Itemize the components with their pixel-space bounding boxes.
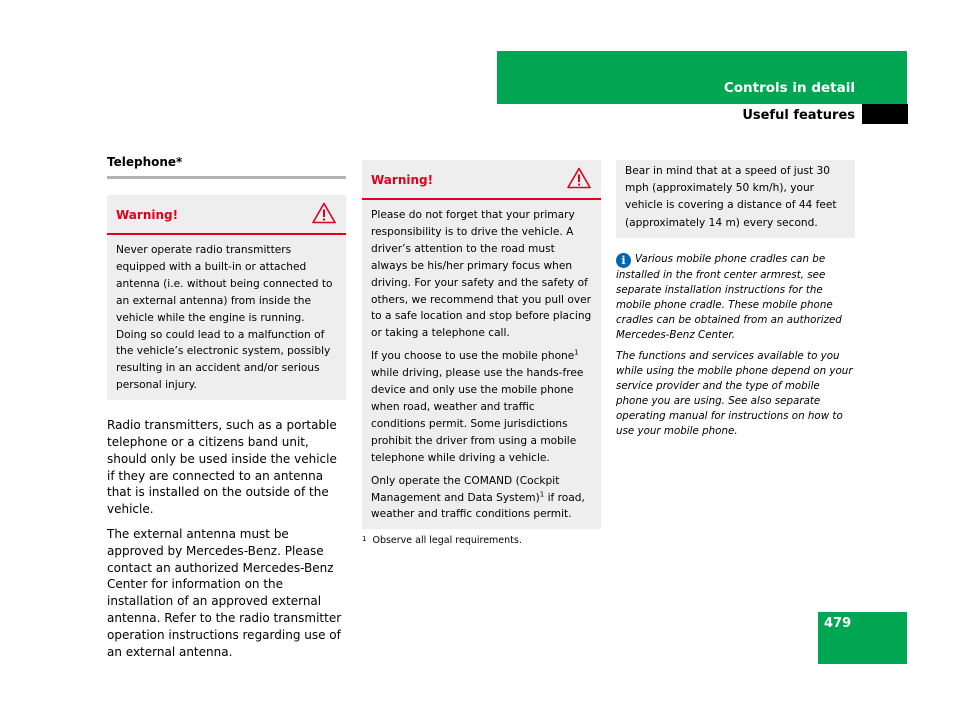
warning-paragraph-mobile-phone — [371, 348, 592, 466]
footnote-ref: 1 — [574, 348, 579, 357]
warning-header — [362, 160, 601, 200]
warning-box — [107, 195, 346, 400]
text-fragment: while driving, please use the hands-free device and only use the mobile phone when road, weather and traffic conditions permit. Some jurisdictions prohibit the driver from using a mobile telephone while driving a vehicle. — [371, 367, 584, 464]
header-bar — [497, 51, 907, 104]
footnote-text: Observe all legal requirements. — [372, 535, 522, 547]
warning-label: Warning! — [116, 208, 179, 222]
footnote-number: 1 — [362, 535, 367, 544]
warning-triangle-icon — [312, 202, 336, 224]
footnote — [362, 535, 601, 546]
paragraph-radio-transmitters: Radio transmitters, such as a portable telephone or a citizens band unit, should only be used inside the vehicle if they are connected to an antenna that is installed on the outside of the vehicle. — [107, 418, 337, 517]
warning-paragraph-comand — [371, 473, 592, 524]
warning-header — [107, 195, 346, 235]
warning-box — [362, 160, 601, 529]
warning-label: Warning! — [371, 173, 434, 187]
column-middle — [362, 160, 601, 546]
warning-triangle-icon — [567, 167, 591, 189]
info-note — [616, 252, 855, 439]
info-icon: i — [616, 253, 631, 268]
warning-text — [362, 200, 601, 529]
section-subtitle: Useful features — [742, 108, 855, 123]
warning-paragraph: Never operate radio transmitters equipped with a built-in or attached antenna (i.e. without being connected to an external antenna) from inside the vehicle while the engine is running. Doing so could lead to a malfunction of the vehicle’s electronic system, possibly resulting in an accident and/or serious personal injury. — [116, 244, 333, 392]
speed-note-box: Bear in mind that at a speed of just 30 mph (approximately 50 km/h), your vehicle is covering a distance of 44 feet (approximately 14 m) every second. — [616, 160, 855, 238]
column-right — [616, 160, 855, 445]
column-left — [107, 155, 346, 668]
header-tab-marker — [862, 104, 908, 124]
text-fragment: Only operate the COMAND (Cockpit Management and Data System) — [371, 474, 560, 504]
section-title: Telephone* — [107, 155, 346, 179]
info-paragraph-cradles — [616, 252, 855, 343]
text-fragment: If you choose to use the mobile phone — [371, 350, 575, 363]
page-number: 479 — [824, 616, 852, 631]
info-paragraph-services: The functions and services available to you while using the mobile phone depend on your service provider and the type of mobile phone you are using. See also separate operating manual for instructions on how to use your mobile phone. — [616, 349, 853, 437]
paragraph-external-antenna: The external antenna must be approved by Mercedes-Benz. Please contact an authorized Mercedes-Benz Center for information on the installation of an approved external antenna. Refer to the radio transmitter operation instructions regarding use of an external antenna. — [107, 526, 342, 659]
footnote-ref: 1 — [539, 489, 545, 498]
text-fragment: if road, weather and traffic conditions permit. — [371, 491, 585, 521]
text-fragment: Various mobile phone cradles can be installed in the front center armrest, see separate installation instructions for the mobile phone cradle. These mobile phone cradles can be obtained from an authorized Mercedes-Benz Center. — [616, 252, 842, 341]
warning-paragraph-responsibility: Please do not forget that your primary responsibility is to drive the vehicle. A driver’s attention to the road must always be his/her primary focus when driving. For your safety and the safety of others, we recommend that you pull over to a safe location and stop before placing or taking a telephone call. — [371, 209, 592, 340]
chapter-title: Controls in detail — [723, 80, 855, 96]
warning-text — [107, 235, 346, 400]
